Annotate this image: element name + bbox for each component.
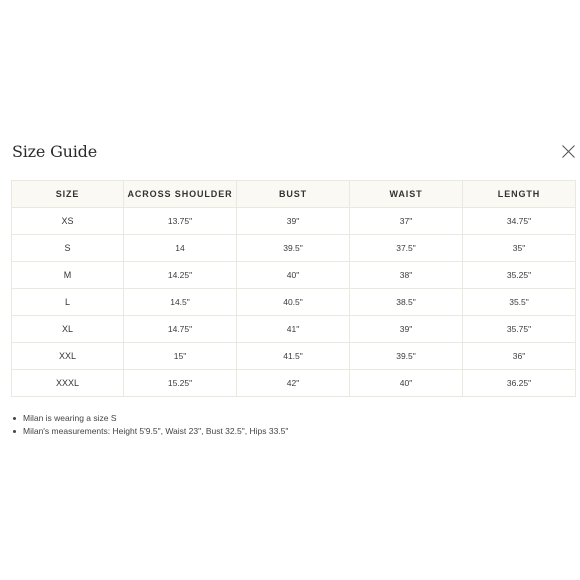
size-table [11, 180, 576, 397]
length-cell: 35" [463, 235, 576, 262]
shoulder-cell: 13.75" [124, 208, 237, 235]
waist-cell: 40" [350, 370, 463, 397]
note-text: Milan is wearing a size S [23, 413, 117, 423]
shoulder-cell: 14.5" [124, 289, 237, 316]
shoulder-cell: 14 [124, 235, 237, 262]
table-row [12, 235, 576, 262]
table-row [12, 370, 576, 397]
shoulder-cell: 15" [124, 343, 237, 370]
bullet-icon [13, 417, 16, 420]
length-cell: 34.75" [463, 208, 576, 235]
close-button[interactable] [561, 144, 576, 159]
shoulder-cell: 14.25" [124, 262, 237, 289]
size-cell: XL [12, 316, 124, 343]
size-cell: XXL [12, 343, 124, 370]
column-header-bust: BUST [237, 181, 350, 208]
modal-title: Size Guide [12, 142, 97, 161]
size-cell: L [12, 289, 124, 316]
column-header-length: LENGTH [463, 181, 576, 208]
waist-cell: 37" [350, 208, 463, 235]
column-header-across-shoulder: ACROSS SHOULDER [124, 181, 237, 208]
waist-cell: 39.5" [350, 343, 463, 370]
bust-cell: 40" [237, 262, 350, 289]
table-row [12, 343, 576, 370]
list-item [12, 412, 288, 425]
waist-cell: 39" [350, 316, 463, 343]
size-cell: S [12, 235, 124, 262]
length-cell: 35.25" [463, 262, 576, 289]
bust-cell: 39" [237, 208, 350, 235]
table-row [12, 316, 576, 343]
list-item [12, 425, 288, 438]
shoulder-cell: 14.75" [124, 316, 237, 343]
length-cell: 35.75" [463, 316, 576, 343]
bullet-icon [13, 430, 16, 433]
bust-cell: 39.5" [237, 235, 350, 262]
bust-cell: 41" [237, 316, 350, 343]
waist-cell: 38.5" [350, 289, 463, 316]
column-header-waist: WAIST [350, 181, 463, 208]
length-cell: 36" [463, 343, 576, 370]
size-cell: M [12, 262, 124, 289]
bust-cell: 40.5" [237, 289, 350, 316]
bust-cell: 41.5" [237, 343, 350, 370]
length-cell: 36.25" [463, 370, 576, 397]
size-cell: XXXL [12, 370, 124, 397]
shoulder-cell: 15.25" [124, 370, 237, 397]
bust-cell: 42" [237, 370, 350, 397]
model-notes [12, 412, 288, 438]
size-cell: XS [12, 208, 124, 235]
table-header-row [12, 181, 576, 208]
length-cell: 35.5" [463, 289, 576, 316]
close-icon [561, 144, 576, 159]
column-header-size: SIZE [12, 181, 124, 208]
waist-cell: 37.5" [350, 235, 463, 262]
table-row [12, 262, 576, 289]
note-text: Milan's measurements: Height 5'9.5", Waist 23", Bust 32.5", Hips 33.5" [23, 426, 289, 436]
table-row [12, 289, 576, 316]
waist-cell: 38" [350, 262, 463, 289]
table-row [12, 208, 576, 235]
